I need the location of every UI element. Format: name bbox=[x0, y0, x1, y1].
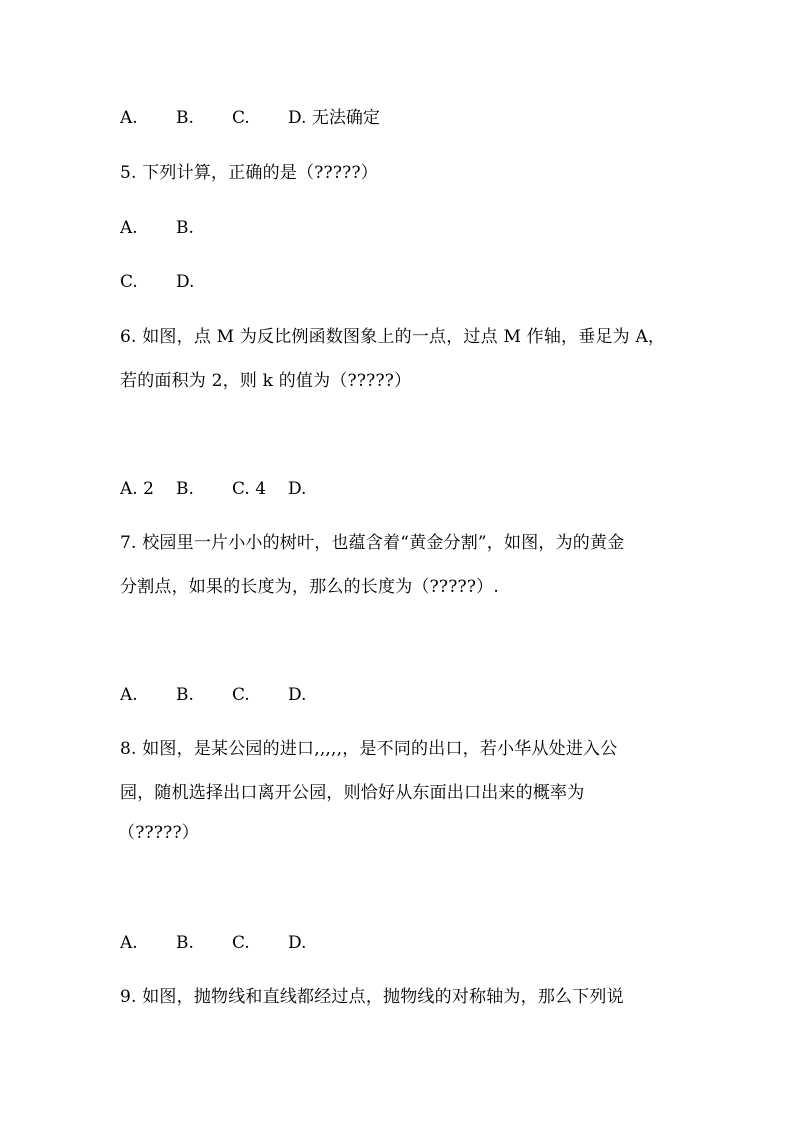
q7-option-c: C. bbox=[232, 685, 250, 705]
q7-option-a: A. bbox=[120, 685, 138, 705]
q6-option-d: D. bbox=[288, 479, 307, 499]
q8-stem-line2: 园，随机选择出口离开公园，则恰好从东面出口出来的概率为 bbox=[120, 783, 585, 803]
q8-stem-line3: （?????） bbox=[118, 823, 199, 843]
q7-stem-line2: 分割点，如果的长度为，那么的长度为（?????）. bbox=[120, 577, 499, 597]
q6-option-b: B. bbox=[176, 479, 194, 499]
q6-option-c: C. 4 bbox=[232, 479, 267, 499]
q6-stem-line2: 若的面积为 2，则 k 的值为（?????） bbox=[120, 371, 412, 391]
q4-option-c: C. bbox=[232, 108, 250, 128]
q4-option-b: B. bbox=[176, 108, 194, 128]
q8-option-b: B. bbox=[176, 933, 194, 953]
q6-option-a: A. 2 bbox=[120, 479, 154, 499]
q5-option-b: B. bbox=[176, 218, 194, 238]
q8-stem-line1: 8. 如图，是某公园的进口,,,,,，是不同的出口，若小华从处进入公 bbox=[120, 739, 618, 759]
q9-stem-line1: 9. 如图，抛物线和直线都经过点，抛物线的对称轴为，那么下列说 bbox=[120, 987, 624, 1007]
q4-option-a: A. bbox=[120, 108, 138, 128]
q7-option-b: B. bbox=[176, 685, 194, 705]
q8-option-a: A. bbox=[120, 933, 138, 953]
q5-option-c: C. bbox=[120, 272, 138, 292]
q4-option-d: D. 无法确定 bbox=[288, 108, 380, 128]
q5-stem: 5. 下列计算，正确的是（?????） bbox=[120, 163, 378, 183]
q8-option-d: D. bbox=[288, 933, 307, 953]
q6-stem-line1: 6. 如图，点 M 为反比例函数图象上的一点，过点 M 作轴，垂足为 A， bbox=[120, 327, 666, 347]
q7-option-d: D. bbox=[288, 685, 307, 705]
q8-option-c: C. bbox=[232, 933, 250, 953]
q7-stem-line1: 7. 校园里一片小小的树叶，也蕴含着“黄金分割”，如图，为的黄金 bbox=[120, 533, 625, 553]
q5-option-a: A. bbox=[120, 218, 138, 238]
q5-option-d: D. bbox=[176, 272, 195, 292]
